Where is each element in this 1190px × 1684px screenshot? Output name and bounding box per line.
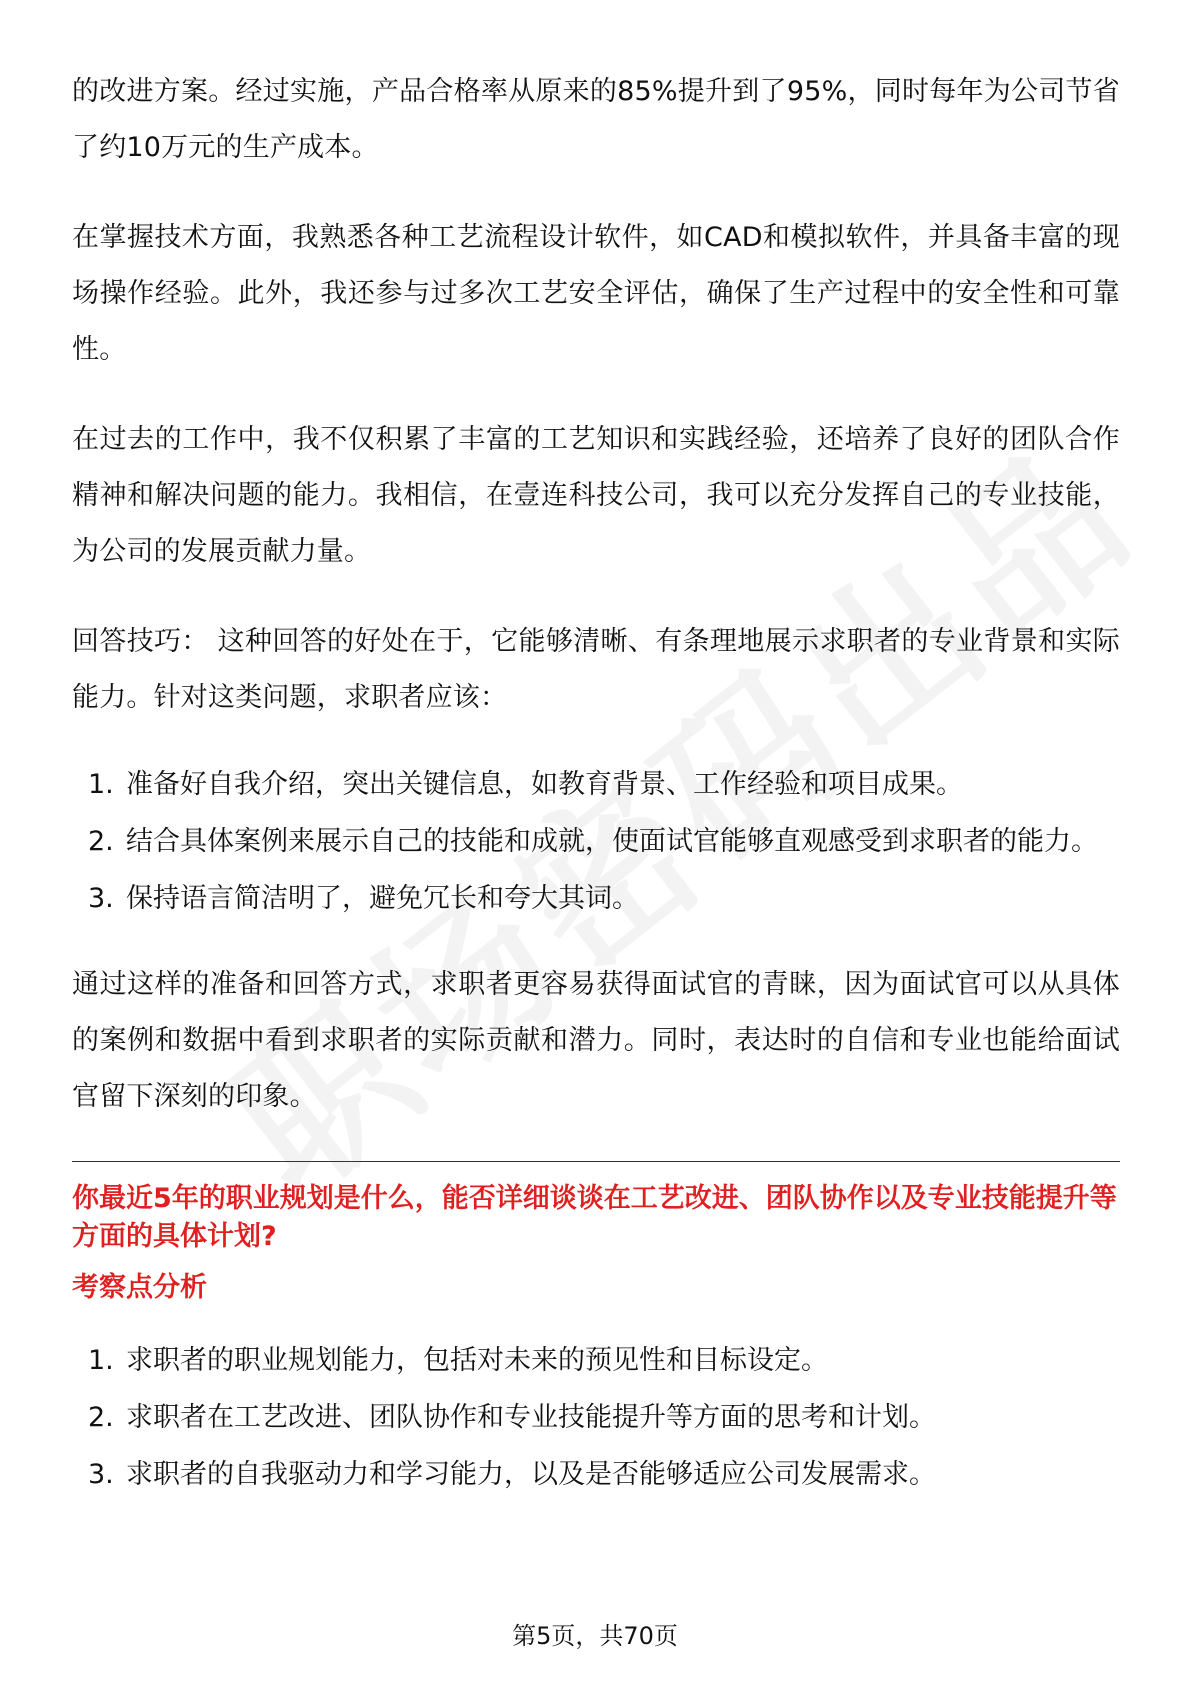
paragraph-past-work: 在过去的工作中，我不仅积累了丰富的工艺知识和实践经验，还培养了良好的团队合作精神和解决问题的能力。我相信，在壹连科技公司，我可以充分发挥自己的专业技能，为公司的发展贡献力量。 (72, 424, 1120, 567)
interview-question: 你最近5年的职业规划是什么，能否详细谈谈在工艺改进、团队协作以及专业技能提升等方面的具体计划? (72, 1183, 1117, 1252)
paragraph-conclusion: 通过这样的准备和回答方式，求职者更容易获得面试官的青睐，因为面试官可以从具体的案例和数据中看到求职者的实际贡献和潜力。同时，表达时的自信和专业也能给面试官留下深刻的印象。 (72, 969, 1120, 1112)
list-item: 3. 保持语言简洁明了，避免冗长和夸大其词。 (88, 883, 639, 914)
paragraph-improvement-result: 的改进方案。经过实施，产品合格率从原来的85%提升到了95%，同时每年为公司节省了约10万元的生产成本。 (72, 76, 1120, 163)
list-item: 1. 求职者的职业规划能力，包括对未来的预见性和目标设定。 (88, 1345, 828, 1376)
paragraph-answer-tips: 回答技巧： 这种回答的好处在于，它能够清晰、有条理地展示求职者的专业背景和实际能力。针对这类问题，求职者应该： (72, 626, 1120, 713)
analysis-list (72, 1332, 1120, 1503)
list-item: 3. 求职者的自我驱动力和学习能力，以及是否能够适应公司发展需求。 (88, 1459, 936, 1490)
paragraph-technical-skills: 在掌握技术方面，我熟悉各种工艺流程设计软件，如CAD和模拟软件，并具备丰富的现场操作经验。此外，我还参与过多次工艺安全评估，确保了生产过程中的安全性和可靠性。 (72, 222, 1120, 365)
tips-list (72, 756, 1120, 927)
list-item: 2. 求职者在工艺改进、团队协作和专业技能提升等方面的思考和计划。 (88, 1402, 936, 1433)
page-content (72, 64, 1120, 1503)
list-item: 2. 结合具体案例来展示自己的技能和成就，使面试官能够直观感受到求职者的能力。 (88, 826, 1098, 857)
analysis-heading: 考察点分析 (72, 1272, 207, 1303)
list-item: 1. 准备好自我介绍，突出关键信息，如教育背景、工作经验和项目成果。 (88, 769, 963, 800)
page-number: 第5页，共70页 (512, 1622, 678, 1650)
